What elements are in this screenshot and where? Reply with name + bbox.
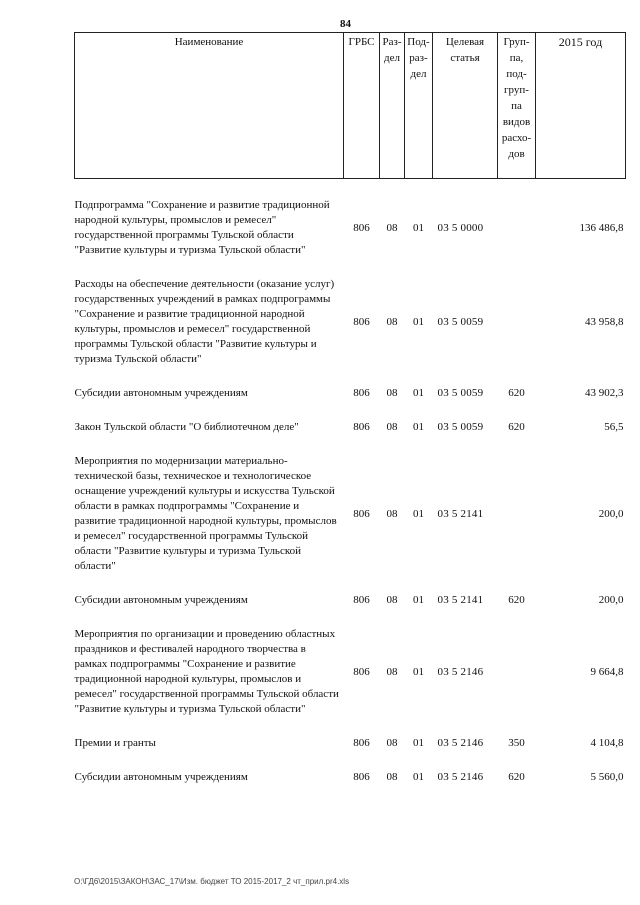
header-vr [498,33,536,179]
cell-podrazdel: 01 [413,315,424,328]
cell-sum: 43 902,3 [585,387,624,399]
row-spacer [75,435,626,454]
cell-name: Субсидии автономным учреждениям [74,387,248,399]
cell-name: Премии и гранты [74,737,156,749]
cell-name: Расходы на обеспечение деятельности (оказание услуг) государственных учреждений в рамках подпрограммы "Сохранение и развитие традиционной народной культуры, промыслов и ремесел" государственной программы Тульской области "Развитие культуры и туризма Тульской области" [74,278,335,365]
cell-target: 03 5 0059 [437,315,484,328]
cell-razdel: 08 [386,221,398,234]
cell-razdel: 08 [386,421,398,433]
cell-vr: 350 [508,737,525,749]
header-podrazdel [405,33,433,179]
header-sum: 2015 год [536,33,626,179]
header-vr-line: Груп- [503,36,530,48]
cell-grbs: 806 [353,221,370,234]
cell-vr: 620 [508,387,525,399]
table-row [75,454,626,574]
file-path-footer: O:\ГД6\2015\ЗАКОН\ЗАС_17\Изм. бюджет ТО 2015-2017_2 чт_прил.pr4.xls [74,877,350,886]
cell-target: 03 5 0000 [437,221,484,234]
cell-grbs: 806 [353,387,370,399]
cell-vr: 620 [508,421,525,433]
cell-target: 03 5 0059 [437,421,484,433]
cell-grbs: 806 [353,737,370,749]
table-row [75,593,626,608]
cell-vr [498,454,536,574]
cell-name: Субсидии автономным учреждениям [74,594,248,606]
table-row [75,736,626,751]
table-row [75,770,626,785]
cell-grbs: 806 [353,507,370,520]
cell-podrazdel: 01 [413,221,424,234]
row-spacer [75,401,626,420]
cell-name: Подпрограмма "Сохранение и развитие традиционной народной культуры, промыслов и ремесел" государственной программы Тульской области "Развитие культуры и туризма Тульской области" [74,199,330,256]
cell-target: 03 5 2141 [437,507,484,520]
cell-sum: 136 486,8 [579,221,624,234]
header-grbs: ГРБС [344,33,380,179]
cell-vr [498,277,536,367]
header-razdel [380,33,405,179]
cell-vr: 620 [508,771,525,783]
header-podrazdel-line: Под- [407,36,430,48]
cell-vr [498,198,536,258]
cell-podrazdel: 01 [413,737,424,749]
header-podrazdel-line: дел [410,68,427,80]
cell-sum: 56,5 [604,421,624,433]
header-vr-line: под- [506,68,527,80]
cell-grbs: 806 [353,594,370,606]
cell-name: Субсидии автономным учреждениям [74,771,248,783]
table-row [75,386,626,401]
cell-name: Мероприятия по модернизации материально-технической базы, техническое и технологическое оснащение учреждений культуры и искусства Тульской области в рамках подпрограммы "Сохранение и развитие традиционной народной культуры, промыслов и ремесел" государственной программы Тульской области "Развитие культуры и туризма Тульской области" [74,455,337,572]
cell-name: Мероприятия по организации и проведению областных праздников и фестивалей народного творчества в рамках подпрограммы "Сохранение и развитие традиционной народной культуры, промыслов и ремесел" государственной программы Тульской области "Развитие культуры и туризма Тульской области" [74,628,339,715]
header-target-line: Целевая [445,36,485,48]
cell-podrazdel: 01 [413,507,424,520]
cell-sum: 9 664,8 [590,665,624,678]
header-razdel-line: Раз- [382,36,402,48]
cell-razdel: 08 [386,665,398,678]
cell-grbs: 806 [353,665,370,678]
cell-target: 03 5 2146 [437,737,484,749]
header-vr-line: дов [508,148,525,160]
cell-target: 03 5 2146 [437,665,484,678]
row-spacer [75,608,626,627]
cell-podrazdel: 01 [413,594,424,606]
table-row [75,277,626,367]
table-row [75,627,626,717]
header-target-line: статья [450,52,480,64]
cell-sum: 200,0 [598,507,624,520]
cell-grbs: 806 [353,421,370,433]
cell-podrazdel: 01 [413,387,424,399]
header-razdel-line: дел [384,52,400,64]
cell-target: 03 5 2146 [437,771,484,783]
row-spacer [75,258,626,277]
table-header-row [75,33,626,179]
cell-podrazdel: 01 [413,421,424,433]
cell-grbs: 806 [353,315,370,328]
cell-razdel: 08 [386,737,398,749]
cell-sum: 5 560,0 [590,771,624,783]
cell-razdel: 08 [386,507,398,520]
header-target [433,33,498,179]
row-spacer [75,751,626,770]
cell-sum: 43 958,8 [585,315,624,328]
cell-target: 03 5 2141 [437,594,484,606]
cell-target: 03 5 0059 [437,387,484,399]
header-vr-line: видов [502,116,531,128]
cell-podrazdel: 01 [413,665,424,678]
cell-vr [498,627,536,717]
cell-razdel: 08 [386,315,398,328]
row-spacer [75,179,626,199]
budget-table [74,32,626,785]
table-row [75,420,626,435]
page-number: 84 [340,18,351,30]
header-vr-line: расхо- [501,132,532,144]
header-name: Наименование [75,33,344,179]
cell-podrazdel: 01 [413,771,424,783]
row-spacer [75,367,626,386]
row-spacer [75,717,626,736]
cell-razdel: 08 [386,771,398,783]
cell-sum: 200,0 [598,594,624,606]
header-vr-line: па, [509,52,524,64]
row-spacer [75,574,626,593]
header-vr-line: груп- [504,84,529,96]
table-row [75,198,626,258]
cell-name: Закон Тульской области "О библиотечном деле" [74,421,299,433]
cell-grbs: 806 [353,771,370,783]
header-vr-line: па [511,100,522,112]
cell-razdel: 08 [386,387,398,399]
cell-razdel: 08 [386,594,398,606]
cell-vr: 620 [508,594,525,606]
header-podrazdel-line: раз- [409,52,428,64]
cell-sum: 4 104,8 [590,737,624,749]
